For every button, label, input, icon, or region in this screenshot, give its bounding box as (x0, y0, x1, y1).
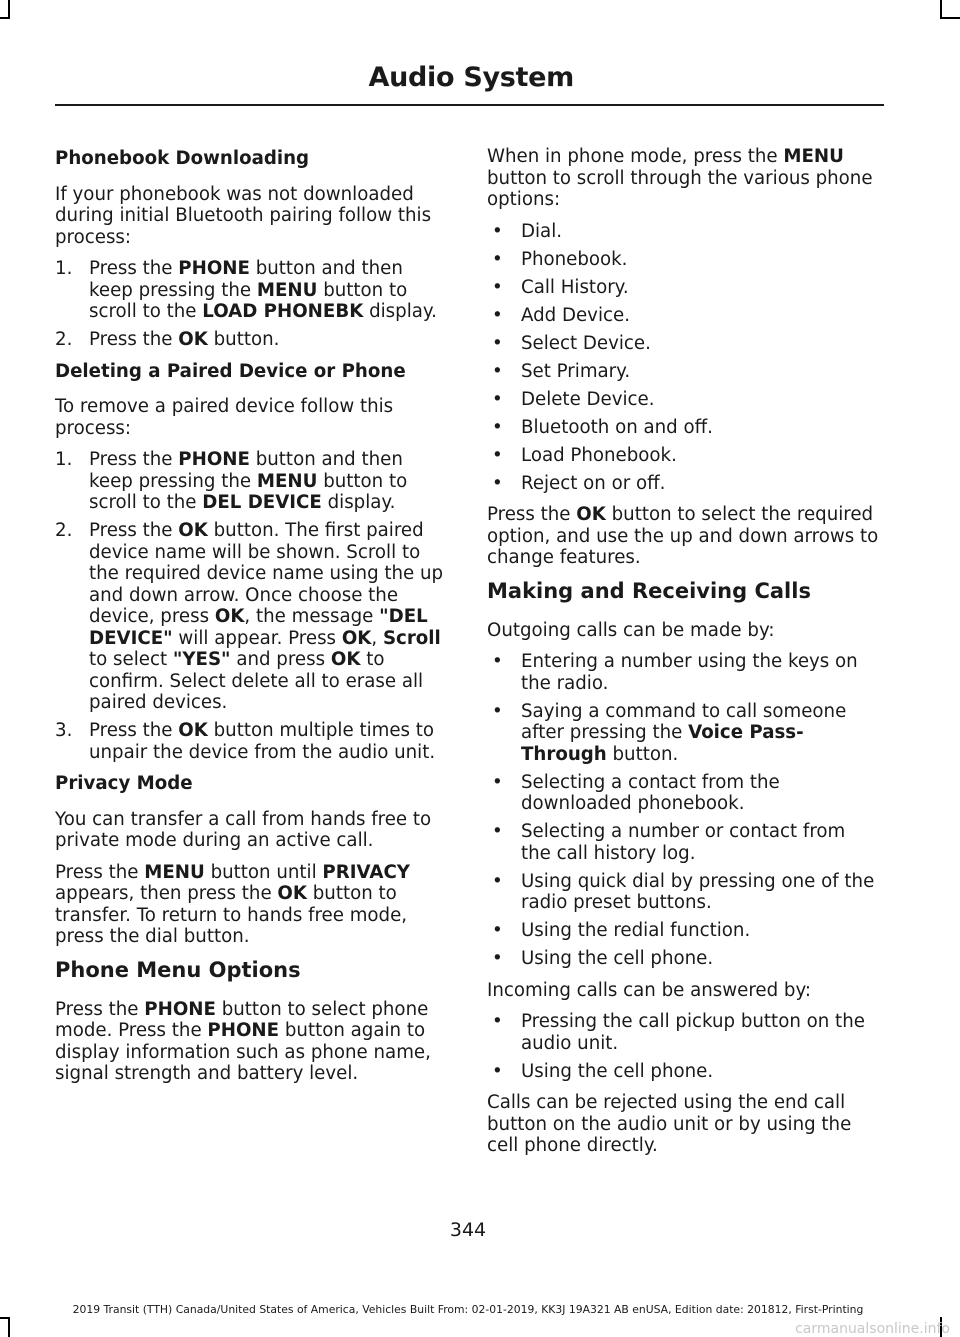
crop-mark (0, 1317, 10, 1319)
bullet: • (492, 360, 503, 382)
bullet: • (492, 870, 503, 892)
list-item (487, 651, 879, 694)
text: button again to display information such as phone name, signal strength and battery level. (55, 1020, 431, 1084)
text: Press the (89, 520, 179, 541)
text: Selecting a number or contact from the call history log. (521, 821, 846, 864)
list-item (487, 1011, 879, 1054)
bullet: • (492, 248, 503, 270)
bullet-list (487, 1011, 879, 1082)
bullet: • (492, 276, 503, 298)
paragraph (487, 504, 879, 569)
text: Press the (89, 720, 179, 741)
list-item (487, 445, 879, 467)
bold-text: PHONE (207, 1020, 280, 1041)
list-number: 1. (55, 258, 73, 279)
list-item (55, 329, 447, 351)
crop-mark (0, 17, 10, 19)
list-number: 2. (55, 520, 73, 541)
text: button. (606, 743, 679, 765)
list-number: 1. (55, 449, 73, 470)
bullet: • (492, 920, 503, 941)
list-item (487, 701, 879, 766)
text: Load Phonebook. (521, 444, 677, 466)
list-item (487, 1061, 879, 1083)
paragraph (55, 862, 447, 948)
bullet: • (492, 388, 503, 410)
section-heading: Deleting a Paired Device or Phone (55, 360, 406, 382)
list-item (487, 221, 879, 243)
numbered-list (55, 258, 447, 351)
list-item (55, 720, 447, 763)
list-item (487, 871, 879, 914)
list-item (487, 948, 879, 970)
text: Bluetooth on and off. (521, 416, 713, 438)
text: Phonebook. (521, 248, 628, 270)
right-column (487, 146, 879, 1167)
text: button until (204, 861, 323, 883)
bullet: • (492, 700, 503, 722)
text: Saying a command to call someone after pressing the (521, 700, 847, 743)
list-item (55, 258, 447, 323)
text: Reject on or off. (521, 472, 666, 494)
bold-text: PHONE (144, 998, 216, 1020)
list-item (55, 449, 447, 514)
text: will appear. Press (172, 627, 342, 649)
numbered-list (55, 449, 447, 763)
text: button to scroll through the various phone options: (487, 167, 873, 210)
section-heading: Making and Receiving Calls (487, 578, 811, 603)
watermark: carmanualsonline.info (795, 1321, 950, 1337)
text: button and then keep pressing the (89, 449, 403, 492)
text: Using quick dial by pressing one of the radio preset buttons. (521, 870, 875, 913)
paragraph: Calls can be rejected using the end call button on the audio unit or by using the cell phone directly. (487, 1092, 852, 1156)
bullet: • (492, 220, 503, 242)
bold-text: MENU (256, 470, 318, 492)
list-item (487, 361, 879, 383)
text: Press the (89, 449, 179, 470)
text: button to select phone mode. Press the (55, 998, 429, 1041)
crop-mark (8, 0, 10, 18)
list-item (487, 772, 879, 815)
bold-text: MENU (783, 146, 844, 167)
list-item (487, 417, 879, 439)
bullet: • (492, 771, 503, 793)
crop-mark (940, 0, 942, 18)
section-heading: Phonebook Downloading (55, 148, 310, 169)
header-rule (55, 104, 884, 106)
text: Press the (487, 504, 577, 525)
bullet-list (487, 651, 879, 970)
text: button to scroll to the (89, 470, 408, 513)
text: button multiple times to unpair the device from the audio unit. (89, 720, 436, 763)
text: button. The first paired device name will be shown. Scroll to the required device name using the up and down arrow. Once choose the device, press (89, 520, 444, 627)
list-item (487, 473, 879, 495)
text: button to transfer. To return to hands free mode, press the dial button. (55, 883, 408, 947)
text: Press the (55, 861, 145, 883)
paragraph: Incoming calls can be answered by: (487, 979, 812, 1001)
text: Press the (55, 998, 145, 1020)
bullet-list (487, 221, 879, 495)
bold-text: OK (178, 720, 208, 741)
bullet: • (492, 444, 503, 466)
text: Using the redial function. (521, 920, 751, 941)
text: and press (230, 649, 331, 670)
text: Delete Device. (521, 388, 655, 410)
paragraph (55, 999, 447, 1085)
bullet: • (492, 416, 503, 438)
list-item (487, 389, 879, 411)
list-item (487, 333, 879, 355)
bold-text: OK (178, 520, 208, 541)
bullet: • (492, 1060, 503, 1082)
bold-text: PRIVACY (322, 861, 410, 883)
text: display. (363, 301, 437, 322)
bold-text: OK (576, 504, 606, 525)
paragraph: To remove a paired device follow this process: (55, 396, 394, 439)
text: display. (321, 492, 396, 513)
text: Press the (89, 258, 179, 279)
text: button to select the required option, and use the up and down arrows to change features. (487, 504, 879, 568)
text: When in phone mode, press the (487, 146, 784, 167)
bold-text: Voice Pass-Through (521, 722, 804, 765)
text: to select (89, 649, 173, 670)
text: Using the cell phone. (521, 948, 714, 969)
list-item (487, 249, 879, 271)
text: Call History. (521, 276, 629, 298)
section-heading: Privacy Mode (55, 773, 193, 794)
bold-text: OK (277, 883, 307, 904)
list-item (55, 520, 447, 714)
text: Set Primary. (521, 360, 631, 382)
text: Add Device. (521, 304, 630, 326)
crop-mark (940, 17, 960, 19)
bold-text: Scroll (382, 627, 441, 649)
footer-edition-info: 2019 Transit (TTH) Canada/United States of America, Vehicles Built From: 02-01-2019, KK3J 19A321 AB enUSA, Edition date: 201812, First-Printing (72, 1303, 864, 1316)
text: Entering a number using the keys on the radio. (521, 651, 858, 694)
text: appears, then press the (55, 883, 278, 904)
paragraph: Outgoing calls can be made by: (487, 619, 775, 641)
bullet: • (492, 948, 503, 969)
bold-text: "YES" (172, 649, 231, 670)
bold-text: LOAD PHONEBK (202, 301, 364, 322)
text: Using the cell phone. (521, 1060, 714, 1082)
bold-text: OK (178, 329, 208, 350)
bullet: • (492, 1011, 503, 1032)
bold-text: PHONE (178, 258, 250, 279)
paragraph: You can transfer a call from hands free to private mode during an active call. (55, 808, 432, 851)
bold-text: OK (214, 606, 245, 627)
left-column (55, 146, 447, 1095)
bullet: • (492, 472, 503, 494)
text: button to scroll to the (89, 279, 408, 322)
list-number: 2. (55, 329, 73, 350)
text: Dial. (521, 220, 563, 242)
bold-text: PHONE (178, 449, 250, 470)
bold-text: MENU (256, 279, 318, 301)
text: to confirm. Select delete all to erase all paired devices. (89, 649, 424, 713)
text: , (371, 627, 383, 649)
text: button. (207, 329, 280, 350)
bold-text: OK (341, 627, 372, 649)
bullet: • (492, 304, 503, 326)
bullet: • (492, 332, 503, 354)
list-item (487, 920, 879, 942)
crop-mark (8, 1317, 10, 1337)
paragraph: If your phonebook was not downloaded during initial Bluetooth pairing follow this process: (55, 183, 432, 248)
section-heading: Phone Menu Options (55, 957, 301, 982)
text: Press the (89, 329, 179, 350)
page-title: Audio System (368, 62, 574, 93)
bold-text: DEL DEVICE (202, 492, 322, 513)
list-item (487, 305, 879, 327)
bold-text: "DEL DEVICE" (89, 606, 428, 649)
page-number: 344 (449, 1219, 487, 1241)
bullet: • (492, 821, 503, 842)
bold-text: MENU (144, 861, 205, 883)
text: Selecting a contact from the downloaded phonebook. (521, 771, 780, 814)
text: Pressing the call pickup button on the audio unit. (521, 1011, 865, 1054)
list-item (487, 277, 879, 299)
text: button and then keep pressing the (89, 258, 403, 301)
bullet: • (492, 651, 503, 672)
bold-text: OK (330, 649, 361, 670)
paragraph (487, 146, 879, 211)
text: , the message (244, 606, 380, 627)
list-item (487, 821, 879, 864)
list-number: 3. (55, 720, 73, 741)
text: Select Device. (521, 332, 651, 354)
